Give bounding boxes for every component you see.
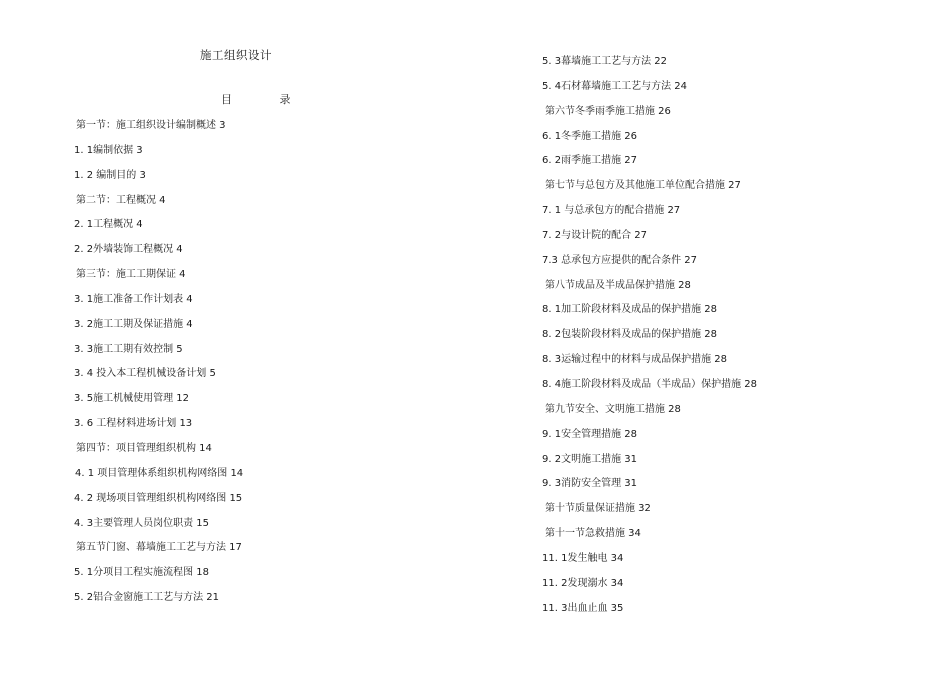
toc-entry bbox=[542, 348, 757, 373]
toc-entry-text: 第九节安全、文明施工措施 28 bbox=[545, 403, 681, 415]
toc-entry bbox=[545, 100, 760, 125]
toc-entry bbox=[542, 448, 757, 473]
toc-entry-text: 7. 2与设计院的配合 27 bbox=[542, 229, 647, 241]
document-title: 施工组织设计 bbox=[200, 48, 272, 62]
toc-entry-text: 8. 2包装阶段材料及成品的保护措施 28 bbox=[542, 329, 717, 341]
toc-entry bbox=[542, 323, 757, 348]
toc-entry-text: 第三节：施工工期保证 4 bbox=[76, 269, 186, 281]
toc-entry bbox=[545, 398, 760, 423]
toc-entry bbox=[542, 423, 757, 448]
toc-entry-text: 9. 3消防安全管理 31 bbox=[542, 478, 637, 490]
toc-entry bbox=[545, 522, 760, 547]
toc-entry-text: 5. 4石材幕墙施工工艺与方法 24 bbox=[542, 80, 687, 92]
toc-entry-text: 第十节质量保证措施 32 bbox=[545, 503, 651, 515]
toc-entry-text: 11. 2发现溺水 34 bbox=[542, 577, 624, 589]
toc-entry-text: 第一节：施工组织设计编制概述 3 bbox=[76, 120, 226, 131]
toc-entry bbox=[542, 199, 757, 224]
toc-entry-text: 11. 1发生触电 34 bbox=[542, 552, 624, 564]
toc-entry-text: 4. 2 现场项目管理组织机构网络图 15 bbox=[74, 492, 243, 504]
toc-entry-text: 第四节：项目管理组织机构 14 bbox=[76, 442, 212, 454]
toc-entry-text: 3. 2施工工期及保证措施 4 bbox=[74, 318, 193, 330]
toc-entry-text: 2. 1工程概况 4 bbox=[74, 219, 143, 231]
toc-entry-text: 11. 3出血止血 35 bbox=[542, 602, 624, 614]
toc-entry-text: 5. 1分项目工程实施流程图 18 bbox=[74, 567, 209, 579]
toc-entry bbox=[542, 149, 757, 174]
toc-entry-text: 9. 2文明施工措施 31 bbox=[542, 453, 637, 465]
toc-heading: 目 录 bbox=[221, 93, 313, 106]
toc-entry-text: 2. 2外墙装饰工程概况 4 bbox=[74, 244, 183, 256]
toc-entry-text: 5. 2铝合金窗施工工艺与方法 21 bbox=[74, 592, 219, 604]
toc-entry bbox=[542, 472, 757, 497]
toc-entry-text: 第六节冬季雨季施工措施 26 bbox=[545, 105, 671, 117]
toc-entry-text: 7.3 总承包方应提供的配合条件 27 bbox=[542, 254, 697, 266]
toc-entry bbox=[542, 298, 757, 323]
toc-entry-text: 第二节：工程概况 4 bbox=[76, 194, 166, 206]
toc-entry-text: 8. 4施工阶段材料及成品（半成品）保护措施 28 bbox=[542, 378, 757, 390]
toc-entry-text: 8. 1加工阶段材料及成品的保护措施 28 bbox=[542, 304, 717, 316]
toc-entry bbox=[545, 174, 760, 199]
toc-entry bbox=[542, 125, 757, 150]
toc-entry-text: 3. 5施工机械使用管理 12 bbox=[74, 393, 189, 405]
toc-entry-text: 1. 1编制依据 3 bbox=[74, 144, 143, 156]
toc-entry bbox=[542, 373, 757, 398]
toc-entry-text: 5. 3幕墙施工工艺与方法 22 bbox=[542, 56, 667, 67]
toc-entry-text: 第八节成品及半成品保护措施 28 bbox=[545, 279, 691, 291]
toc-entry-text: 1. 2 编制目的 3 bbox=[74, 169, 146, 181]
toc-entry-text: 8. 3运输过程中的材料与成品保护措施 28 bbox=[542, 354, 727, 366]
toc-entry-text: 7. 1 与总承包方的配合措施 27 bbox=[542, 205, 681, 217]
toc-entry bbox=[545, 274, 760, 299]
toc-entry-text: 6. 1冬季施工措施 26 bbox=[542, 130, 637, 142]
toc-entry-text: 3. 6 工程材料进场计划 13 bbox=[74, 418, 193, 430]
toc-entry-text: 第十一节急救措施 34 bbox=[545, 528, 641, 540]
toc-entry bbox=[545, 497, 760, 522]
toc-entry-text: 第五节门窗、幕墙施工工艺与方法 17 bbox=[76, 542, 242, 554]
toc-entry bbox=[542, 75, 757, 100]
toc-entry-text: 4. 3主要管理人员岗位职责 15 bbox=[74, 517, 209, 529]
toc-entry bbox=[542, 249, 757, 274]
toc-entry bbox=[542, 547, 757, 572]
toc-entry bbox=[542, 597, 757, 622]
toc-entry-text: 4. 1 项目管理体系组织机构网络图 14 bbox=[75, 467, 244, 479]
toc-entry bbox=[542, 50, 757, 75]
toc-entry-text: 9. 1安全管理措施 28 bbox=[542, 428, 637, 440]
toc-entry-text: 6. 2雨季施工措施 27 bbox=[542, 155, 637, 167]
toc-entry-text: 第七节与总包方及其他施工单位配合措施 27 bbox=[545, 180, 741, 192]
toc-entry-text: 3. 3施工工期有效控制 5 bbox=[74, 343, 183, 355]
toc-entry-text: 3. 4 投入本工程机械设备计划 5 bbox=[74, 368, 216, 380]
toc-entry-text: 3. 1施工准备工作计划表 4 bbox=[74, 293, 193, 305]
toc-entry bbox=[542, 572, 757, 597]
toc-entry bbox=[542, 224, 757, 249]
